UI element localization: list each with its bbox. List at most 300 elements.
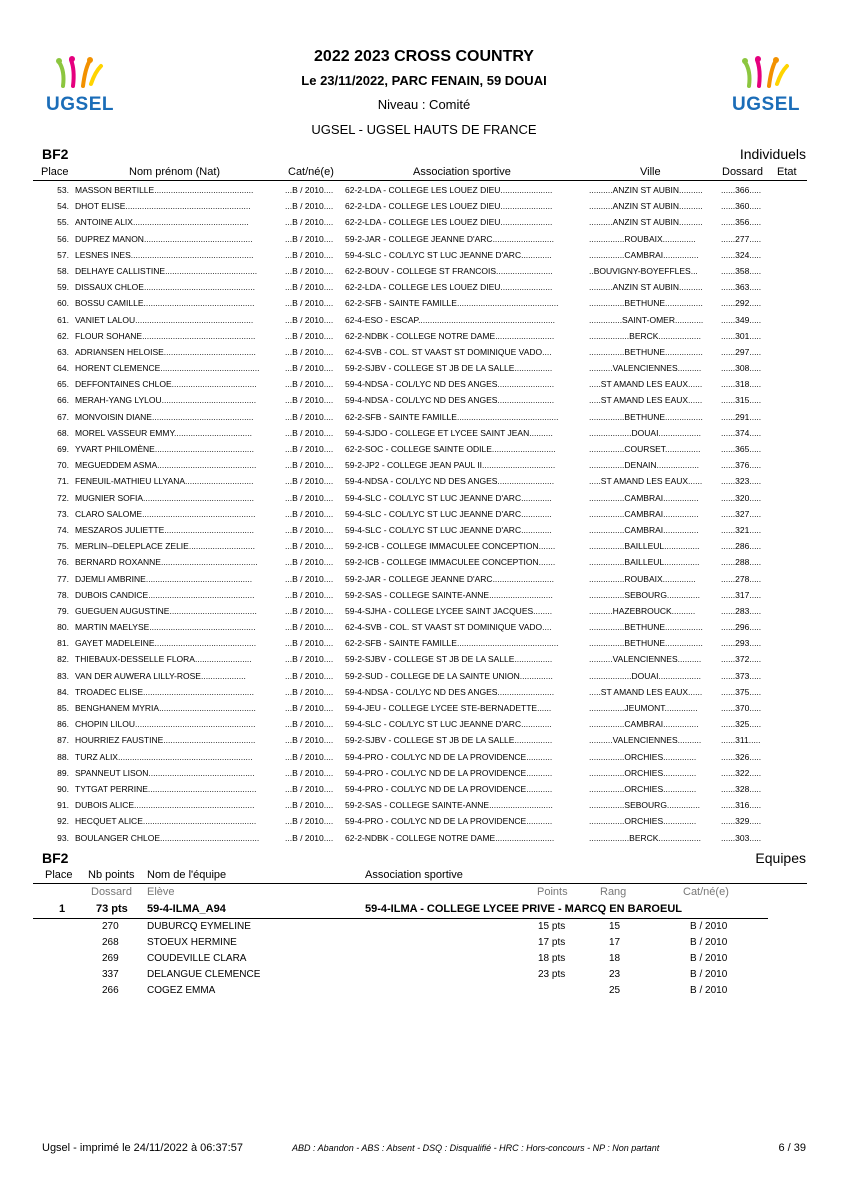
row-assoc: 59-4-PRO - COL/LYC ND DE LA PROVIDENCE........... (345, 783, 553, 794)
row-name: ANTOINE ALIX................................................. (75, 217, 249, 228)
row-assoc: 59-4-NDSA - COL/LYC ND DES ANGES........................ (345, 476, 555, 487)
row-cat: ...B / 2010.... (285, 524, 334, 535)
row-cat: ...B / 2010.... (285, 185, 334, 195)
member-eleve: DUBURCQ EYMELINE (147, 921, 251, 932)
team-member-row (33, 935, 807, 951)
team-category: BF2 (42, 850, 69, 866)
result-row (33, 813, 807, 829)
row-dossard: ......317..... (721, 589, 762, 600)
row-place: 83. (57, 670, 69, 681)
row-place: 66. (57, 395, 69, 406)
row-place: 65. (57, 379, 69, 390)
row-ville: ...............ROUBAIX.............. (589, 233, 696, 244)
team-column-header (33, 869, 807, 884)
row-name: DJEMLI AMBRINE............................................. (75, 573, 253, 584)
row-name: CLARO SALOME................................................ (75, 508, 256, 519)
row-dossard: ......323..... (721, 476, 762, 487)
row-name: DUBOIS CANDICE............................................. (75, 589, 255, 600)
row-name: MERLIN--DELEPLACE ZELIE............................ (75, 541, 255, 552)
row-assoc: 59-4-SLC - COL/LYC ST LUC JEANNE D'ARC............. (345, 719, 552, 730)
row-place: 90. (57, 783, 69, 794)
result-row (33, 651, 807, 667)
row-assoc: 59-4-SJDO - COLLEGE ET LYCEE SAINT JEAN.......... (345, 427, 553, 438)
result-row (33, 781, 807, 797)
row-ville: .....ST AMAND LES EAUX...... (589, 476, 703, 487)
row-cat: ...B / 2010.... (285, 492, 334, 503)
team-member-row (33, 951, 807, 967)
result-row (33, 328, 807, 344)
col-team-points: Nb points (88, 869, 135, 881)
result-row (33, 231, 807, 247)
row-place: 73. (57, 508, 69, 519)
row-assoc: 59-4-JEU - COLLEGE LYCEE STE-BERNADETTE...... (345, 703, 552, 713)
row-dossard: ......326..... (721, 751, 762, 762)
result-row (33, 214, 807, 230)
row-assoc: 59-2-JP2 - COLLEGE JEAN PAUL II............................... (345, 460, 556, 471)
row-assoc: 59-4-NDSA - COL/LYC ND DES ANGES........................ (345, 379, 555, 390)
result-row (33, 295, 807, 311)
row-cat: ...B / 2010.... (285, 508, 334, 519)
result-row (33, 716, 807, 732)
col-member-dossard: Dossard (91, 886, 132, 898)
row-ville: ...............BETHUNE................ (589, 346, 703, 357)
row-dossard: ......291..... (721, 411, 762, 422)
team-name: 59-4-ILMA_A94 (147, 903, 226, 915)
row-assoc: 62-2-BOUV - COLLEGE ST FRANCOIS........................ (345, 265, 553, 276)
row-ville: ..........ANZIN ST AUBIN.......... (589, 282, 703, 293)
individual-section-label: Individuels (739, 146, 806, 162)
row-cat: ...B / 2010.... (285, 265, 334, 276)
col-name: Nom prénom (Nat) (129, 166, 221, 178)
col-team-place: Place (45, 869, 73, 881)
member-dossard: 268 (102, 937, 119, 948)
row-cat: ...B / 2010.... (285, 751, 334, 762)
row-place: 70. (57, 460, 69, 471)
row-assoc: 62-4-SVB - COL. ST VAAST ST DOMINIQUE VADO.... (345, 346, 552, 357)
row-ville: ...............SEBOURG.............. (589, 800, 700, 811)
row-ville: ...............BETHUNE................ (589, 638, 703, 649)
col-member-eleve: Elève (147, 886, 175, 898)
result-row (33, 360, 807, 376)
col-member-rang: Rang (600, 886, 627, 898)
row-place: 89. (57, 767, 69, 778)
row-cat: ...B / 2010.... (285, 719, 334, 730)
row-name: YVART PHILOMÈNE.......................................... (75, 444, 255, 454)
member-points: 23 pts (538, 969, 566, 980)
row-assoc: 59-4-SLC - COL/LYC ST LUC JEANNE D'ARC............. (345, 492, 552, 503)
row-ville: .....ST AMAND LES EAUX...... (589, 379, 703, 390)
result-row (33, 473, 807, 489)
result-row (33, 247, 807, 263)
row-place: 61. (57, 314, 69, 325)
row-assoc: 62-2-NDBK - COLLEGE NOTRE DAME......................... (345, 330, 555, 341)
row-dossard: ......373..... (721, 670, 762, 681)
row-name: TYTGAT PERRINE.............................................. (75, 783, 257, 794)
row-assoc: 59-2-ICB - COLLEGE IMMACULEE CONCEPTION....... (345, 557, 556, 568)
row-cat: ...B / 2010.... (285, 411, 334, 422)
row-assoc: 59-4-PRO - COL/LYC ND DE LA PROVIDENCE........... (345, 767, 553, 778)
row-ville: ...............SEBOURG.............. (589, 589, 700, 600)
row-ville: ..........VALENCIENNES.......... (589, 654, 702, 665)
row-name: MERAH-YANG LYLOU........................................ (75, 395, 257, 406)
team-member-row (33, 983, 807, 999)
member-eleve: COGEZ EMMA (147, 985, 216, 996)
member-dossard: 266 (102, 985, 119, 996)
row-assoc: 59-4-NDSA - COL/LYC ND DES ANGES........................ (345, 395, 555, 406)
page-number: 6 / 39 (778, 1142, 806, 1154)
row-ville: ...............ORCHIES.............. (589, 767, 697, 778)
row-ville: .................BERCK.................. (589, 330, 701, 341)
result-row (33, 700, 807, 716)
row-ville: ..........VALENCIENNES.......... (589, 363, 702, 374)
row-dossard: ......301..... (721, 330, 762, 341)
result-row (33, 635, 807, 651)
row-place: 71. (57, 476, 69, 487)
row-cat: ...B / 2010.... (285, 444, 334, 454)
team-members-list (33, 919, 807, 999)
row-ville: ...............ORCHIES.............. (589, 783, 697, 794)
row-cat: ...B / 2010.... (285, 541, 334, 552)
row-place: 62. (57, 330, 69, 341)
row-assoc: 59-4-NDSA - COL/LYC ND DES ANGES........................ (345, 686, 555, 697)
row-dossard: ......296..... (721, 622, 762, 633)
result-row (33, 554, 807, 570)
individual-category: BF2 (42, 146, 69, 162)
row-cat: ...B / 2010.... (285, 330, 334, 341)
row-dossard: ......318..... (721, 379, 762, 390)
result-row (33, 490, 807, 506)
result-row (33, 425, 807, 441)
row-cat: ...B / 2010.... (285, 460, 334, 471)
row-name: TROADEC ELISE............................................... (75, 686, 255, 697)
row-dossard: ......311..... (721, 735, 761, 746)
row-cat: ...B / 2010.... (285, 201, 334, 212)
row-dossard: ......322..... (721, 767, 762, 778)
row-cat: ...B / 2010.... (285, 217, 334, 228)
row-ville: ..BOUVIGNY-BOYEFFLES... (589, 265, 698, 276)
row-cat: ...B / 2010.... (285, 783, 334, 794)
row-assoc: 59-2-SJBV - COLLEGE ST JB DE LA SALLE................ (345, 735, 553, 746)
result-row (33, 732, 807, 748)
individual-results-list (33, 182, 807, 846)
result-row (33, 684, 807, 700)
row-assoc: 59-4-SLC - COL/LYC ST LUC JEANNE D'ARC............. (345, 524, 552, 535)
row-place: 74. (57, 524, 69, 535)
row-cat: ...B / 2010.... (285, 767, 334, 778)
row-cat: ...B / 2010.... (285, 346, 334, 357)
row-dossard: ......292..... (721, 298, 762, 309)
row-ville: ...............ORCHIES.............. (589, 816, 697, 827)
row-name: MESZAROS JULIETTE...................................... (75, 524, 255, 535)
row-cat: ...B / 2010.... (285, 622, 334, 633)
row-name: THIEBAUX-DESSELLE FLORA........................ (75, 654, 252, 665)
col-place: Place (41, 166, 69, 178)
row-dossard: ......321..... (721, 524, 762, 535)
row-ville: .................BERCK.................. (589, 832, 701, 843)
col-team-assoc: Association sportive (365, 869, 463, 881)
result-row (33, 279, 807, 295)
row-assoc: 62-2-SFB - SAINTE FAMILLE........................................... (345, 638, 559, 649)
row-dossard: ......288..... (721, 557, 762, 568)
organisation-label: UGSEL - UGSEL HAUTS DE FRANCE (311, 122, 537, 137)
row-ville: ...............DENAIN.................. (589, 460, 700, 471)
row-cat: ...B / 2010.... (285, 363, 334, 374)
member-rang: 18 (609, 953, 621, 964)
member-points: 15 pts (538, 921, 566, 932)
page-title: 2022 2023 CROSS COUNTRY (314, 48, 534, 65)
row-cat: ...B / 2010.... (285, 379, 334, 390)
result-row (33, 344, 807, 360)
row-place: 57. (57, 249, 69, 260)
col-ville: Ville (640, 166, 661, 178)
result-row (33, 198, 807, 214)
row-place: 92. (57, 816, 69, 827)
row-name: DELHAYE CALLISTINE....................................... (75, 265, 258, 276)
row-assoc: 59-2-JAR - COLLEGE JEANNE D'ARC.......................... (345, 573, 554, 584)
row-ville: ..........ANZIN ST AUBIN.......... (589, 217, 703, 228)
row-dossard: ......277..... (721, 233, 762, 244)
result-row (33, 587, 807, 603)
row-dossard: ......327..... (721, 508, 762, 519)
result-row (33, 603, 807, 619)
row-name: BERNARD ROXANNE......................................... (75, 557, 258, 568)
row-ville: ...............CAMBRAI............... (589, 719, 699, 730)
row-assoc: 59-2-JAR - COLLEGE JEANNE D'ARC.......................... (345, 233, 554, 244)
row-cat: ...B / 2010.... (285, 832, 334, 843)
row-dossard: ......363..... (721, 282, 762, 293)
row-place: 75. (57, 541, 69, 552)
individual-column-header (33, 166, 807, 181)
row-name: DISSAUX CHLOE............................................... (75, 282, 255, 293)
row-ville: ...............BETHUNE................ (589, 298, 703, 309)
row-dossard: ......316..... (721, 800, 762, 811)
result-row (33, 457, 807, 473)
row-name: BENGHANEM MYRIA......................................... (75, 703, 256, 713)
row-dossard: ......358..... (721, 265, 762, 276)
row-dossard: ......365..... (721, 444, 762, 454)
row-assoc: 62-2-LDA - COLLEGE LES LOUEZ DIEU...................... (345, 201, 553, 212)
status-legend: ABD : Abandon - ABS : Absent - DSQ : Disqualifié - HRC : Hors-concours - NP : Non partant (292, 1143, 660, 1153)
row-name: SPANNEUT LISON............................................. (75, 767, 255, 778)
result-row (33, 797, 807, 813)
row-ville: ...............BETHUNE................ (589, 622, 703, 633)
row-name: VAN DER AUWERA LILLY-ROSE................... (75, 670, 246, 681)
row-cat: ...B / 2010.... (285, 605, 334, 616)
row-name: MASSON BERTILLE.......................................... (75, 185, 254, 195)
row-dossard: ......308..... (721, 363, 762, 374)
row-place: 79. (57, 605, 69, 616)
row-cat: ...B / 2010.... (285, 314, 334, 325)
row-cat: ...B / 2010.... (285, 654, 334, 665)
row-assoc: 59-4-PRO - COL/LYC ND DE LA PROVIDENCE........... (345, 751, 553, 762)
row-place: 86. (57, 719, 69, 730)
member-eleve: STOEUX HERMINE (147, 937, 237, 948)
row-dossard: ......315..... (721, 395, 762, 406)
member-cat: B / 2010 (690, 969, 728, 980)
team-result-row (33, 903, 768, 919)
row-name: FENEUIL-MATHIEU LLYANA............................. (75, 476, 254, 487)
row-dossard: ......320..... (721, 492, 762, 503)
result-row (33, 263, 807, 279)
row-place: 54. (57, 201, 69, 212)
row-name: LESNES INES.................................................... (75, 249, 254, 260)
row-ville: ...............BAILLEUL............... (589, 557, 700, 568)
result-row (33, 376, 807, 392)
row-name: DHOT ELISE..................................................... (75, 201, 251, 212)
col-cat: Cat/né(e) (288, 166, 334, 178)
col-dossard: Dossard (722, 166, 763, 178)
member-dossard: 337 (102, 969, 119, 980)
row-assoc: 59-4-SLC - COL/LYC ST LUC JEANNE D'ARC............. (345, 249, 552, 260)
col-member-cat: Cat/né(e) (683, 886, 729, 898)
row-name: MARTIN MAELYSE............................................. (75, 622, 256, 633)
result-row (33, 830, 807, 846)
row-ville: ...............BETHUNE................ (589, 411, 703, 422)
row-place: 76. (57, 557, 69, 568)
row-name: HORENT CLEMENCE.......................................... (75, 363, 260, 374)
row-cat: ...B / 2010.... (285, 589, 334, 600)
row-dossard: ......370..... (721, 703, 762, 713)
col-member-points: Points (537, 886, 568, 898)
row-assoc: 62-2-LDA - COLLEGE LES LOUEZ DIEU...................... (345, 217, 553, 228)
row-place: 82. (57, 654, 69, 665)
row-dossard: ......329..... (721, 816, 762, 827)
row-place: 67. (57, 411, 69, 422)
row-cat: ...B / 2010.... (285, 735, 334, 746)
row-name: VANIET LALOU.................................................. (75, 314, 254, 325)
row-name: DEFFONTAINES CHLOE.................................... (75, 379, 257, 390)
row-place: 58. (57, 265, 69, 276)
row-assoc: 62-2-SFB - SAINTE FAMILLE........................................... (345, 411, 559, 422)
row-place: 77. (57, 573, 69, 584)
row-assoc: 62-2-SFB - SAINTE FAMILLE........................................... (345, 298, 559, 309)
row-place: 91. (57, 800, 69, 811)
row-cat: ...B / 2010.... (285, 233, 334, 244)
row-place: 63. (57, 346, 69, 357)
row-place: 87. (57, 735, 69, 746)
row-place: 53. (57, 185, 69, 195)
row-assoc: 59-2-SAS - COLLEGE SAINTE-ANNE........................... (345, 589, 553, 600)
result-row (33, 668, 807, 684)
row-name: MEGUEDDEM ASMA.......................................... (75, 460, 257, 471)
row-dossard: ......297..... (721, 346, 762, 357)
row-cat: ...B / 2010.... (285, 686, 334, 697)
row-ville: ...............BAILLEUL............... (589, 541, 700, 552)
row-place: 72. (57, 492, 69, 503)
col-etat: Etat (777, 166, 797, 178)
result-row (33, 538, 807, 554)
row-cat: ...B / 2010.... (285, 703, 334, 713)
row-place: 56. (57, 233, 69, 244)
result-row (33, 619, 807, 635)
row-place: 78. (57, 589, 69, 600)
result-row (33, 441, 807, 457)
print-date: Ugsel - imprimé le 24/11/2022 à 06:37:57 (42, 1142, 243, 1154)
row-name: GUEGUEN AUGUSTINE..................................... (75, 605, 257, 616)
member-eleve: COUDEVILLE CLARA (147, 953, 247, 964)
row-place: 88. (57, 751, 69, 762)
row-name: MUGNIER SOFIA............................................... (75, 492, 254, 503)
member-dossard: 269 (102, 953, 119, 964)
row-dossard: ......293..... (721, 638, 762, 649)
row-dossard: ......303..... (721, 832, 762, 843)
member-rang: 15 (609, 921, 621, 932)
row-dossard: ......324..... (721, 249, 762, 260)
team-assoc: 59-4-ILMA - COLLEGE LYCEE PRIVE - MARCQ EN BAROEUL (365, 903, 682, 915)
row-cat: ...B / 2010.... (285, 282, 334, 293)
row-ville: ..........VALENCIENNES.......... (589, 735, 702, 746)
row-ville: ...............CAMBRAI............... (589, 492, 699, 503)
member-eleve: DELANGUE CLEMENCE (147, 969, 261, 980)
row-cat: ...B / 2010.... (285, 638, 334, 649)
row-assoc: 62-2-LDA - COLLEGE LES LOUEZ DIEU...................... (345, 282, 553, 293)
row-ville: ...............ROUBAIX.............. (589, 573, 696, 584)
row-place: 81. (57, 638, 69, 649)
row-ville: ...............JEUMONT.............. (589, 703, 698, 713)
row-place: 64. (57, 363, 69, 374)
row-name: CHOPIN LILOU................................................... (75, 719, 256, 730)
member-rang: 25 (609, 985, 621, 996)
row-place: 68. (57, 427, 69, 438)
event-date-location: Le 23/11/2022, PARC FENAIN, 59 DOUAI (301, 73, 547, 88)
result-row (33, 392, 807, 408)
row-assoc: 59-2-SAS - COLLEGE SAINTE-ANNE........................... (345, 800, 553, 811)
row-assoc: 59-4-PRO - COL/LYC ND DE LA PROVIDENCE........... (345, 816, 553, 827)
row-place: 69. (57, 444, 69, 454)
row-place: 93. (57, 832, 69, 843)
row-place: 85. (57, 703, 69, 713)
row-dossard: ......325..... (721, 719, 762, 730)
result-row (33, 182, 807, 198)
row-dossard: ......375..... (721, 686, 762, 697)
col-assoc: Association sportive (413, 166, 511, 178)
logo-text: UGSEL (732, 94, 800, 115)
member-points: 17 pts (538, 937, 566, 948)
row-cat: ...B / 2010.... (285, 670, 334, 681)
row-dossard: ......374..... (721, 427, 762, 438)
row-assoc: 59-2-SJBV - COLLEGE ST JB DE LA SALLE................ (345, 654, 553, 665)
row-ville: .....ST AMAND LES EAUX...... (589, 395, 703, 406)
row-ville: ..........HAZEBROUCK.......... (589, 605, 696, 616)
member-rang: 17 (609, 937, 621, 948)
member-cat: B / 2010 (690, 985, 728, 996)
team-section-label: Equipes (755, 850, 806, 866)
row-name: MOREL VASSEUR EMMY................................. (75, 427, 252, 438)
row-place: 80. (57, 622, 69, 633)
result-row (33, 765, 807, 781)
row-cat: ...B / 2010.... (285, 557, 334, 568)
row-assoc: 62-2-NDBK - COLLEGE NOTRE DAME......................... (345, 832, 555, 843)
member-cat: B / 2010 (690, 937, 728, 948)
row-ville: ...............CAMBRAI............... (589, 508, 699, 519)
team-member-row (33, 919, 807, 935)
row-dossard: ......372..... (721, 654, 762, 665)
row-name: TURZ ALIX......................................................... (75, 751, 253, 762)
row-ville: ...............ORCHIES.............. (589, 751, 697, 762)
row-name: ADRIANSEN HELOISE....................................... (75, 346, 256, 357)
row-place: 59. (57, 282, 69, 293)
row-cat: ...B / 2010.... (285, 427, 334, 438)
row-assoc: 62-4-ESO - ESCAP.......................................................... (345, 314, 556, 325)
row-cat: ...B / 2010.... (285, 816, 334, 827)
row-place: 60. (57, 298, 69, 309)
row-dossard: ......366..... (721, 185, 762, 195)
row-name: HOURRIEZ FAUSTINE....................................... (75, 735, 256, 746)
team-points: 73 pts (96, 903, 128, 915)
member-cat: B / 2010 (690, 953, 728, 964)
row-ville: ..................DOUAI.................. (589, 427, 701, 438)
row-dossard: ......286..... (721, 541, 762, 552)
